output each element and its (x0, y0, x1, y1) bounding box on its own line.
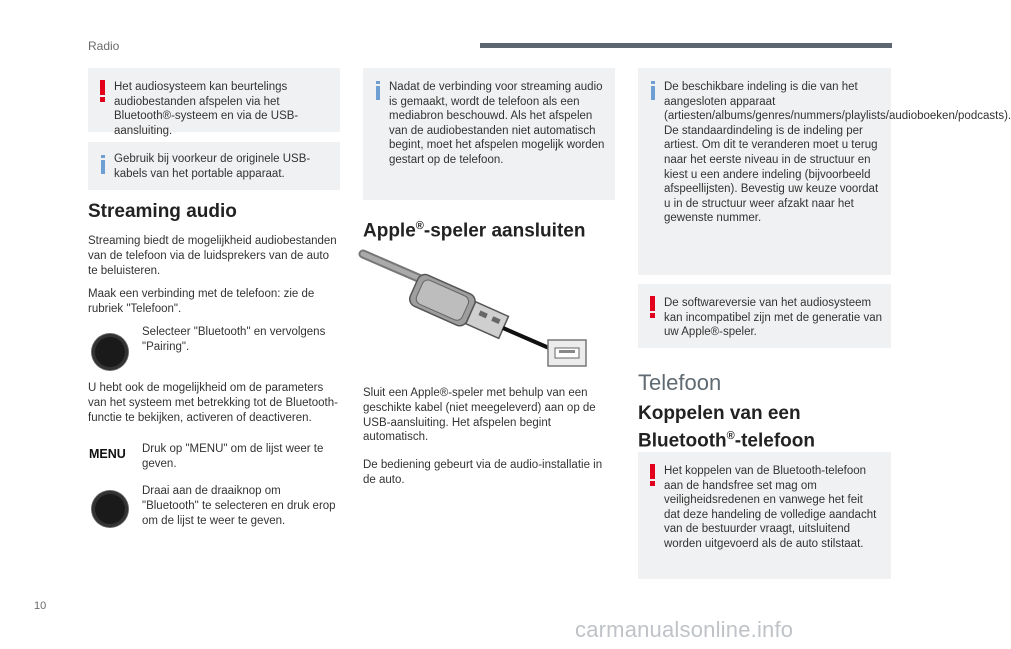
heading-streaming-audio: Streaming audio (88, 201, 237, 222)
warning-box-3 (638, 452, 891, 579)
dial-knob-icon (92, 334, 128, 370)
paragraph: Sluit een Apple®-speler met behulp van een geschikte kabel (niet meegeleverd) aan op de USB-aansluiting. Het afspelen begint automatisch. (363, 387, 596, 444)
info-icon (651, 81, 655, 100)
warning-box-2 (638, 284, 891, 348)
heading-sup: ® (415, 220, 424, 232)
heading-apple-speler (363, 220, 585, 242)
paragraph: Maak een verbinding met de telefoon: zie de rubriek "Telefoon". (88, 288, 315, 315)
menu-button-icon: MENU (89, 447, 126, 461)
info-box-3 (638, 68, 1011, 275)
heading-text: Apple (363, 220, 416, 242)
heading-koppelen (638, 403, 815, 452)
heading-text: Bluetooth (638, 430, 727, 452)
step-text: Druk op "MENU" om de lijst weer te geven. (142, 443, 324, 470)
heading-sup: ® (726, 430, 735, 442)
warning-icon (650, 464, 655, 486)
warning-icon (650, 296, 655, 318)
heading-text: -speler aansluiten (423, 220, 586, 242)
watermark: carmanualsonline.info (575, 617, 794, 642)
warning-text: Het audiosysteem kan beurtelings audiobestanden afspelen via het Bluetooth®-systeem en via de USB-aansluiting. (114, 81, 299, 137)
dial-knob-icon (92, 491, 128, 527)
warning-text: Het koppelen van de Bluetooth-telefoon aan de handsfree set mag om veiligheidsredenen en vanwege het feit dat deze handeling de volledige aandacht van de bestuurder vraagt, uitsluitend worden uitgevoerd als de auto stilstaat. (664, 465, 877, 550)
paragraph: De bediening gebeurt via de audio-installatie in de auto. (363, 459, 603, 486)
info-text: Gebruik bij voorkeur de originele USB-kabels van het portable apparaat. (114, 153, 311, 180)
section-title-telefoon: Telefoon (638, 370, 722, 395)
info-text: Nadat de verbinding voor streaming audio is gemaakt, wordt de telefoon als een mediabron beschouwd. Als het afspelen van de audiobestanden niet automatisch begint, moet het afspelen mogelijk worden gestart op de telefoon. (389, 81, 605, 166)
running-header: Radio (88, 39, 120, 53)
info-box-2 (363, 68, 615, 200)
info-icon (376, 81, 380, 100)
warning-icon (100, 80, 105, 102)
header-bar (480, 43, 892, 48)
paragraph: Streaming biedt de mogelijkheid audiobestanden van de telefoon via de luidsprekers van de auto te beluisteren. (88, 235, 337, 277)
info-text: De beschikbare indeling is die van het aangesloten apparaat (artiesten/albums/genres/nummers/playlists/audioboeken/podcasts). De standaardindeling is de indeling per artiest. Om dit te veranderen moet u terug naar het eerste niveau in de structuur en kiest u een andere indeling (bijvoorbeeld afspeellijsten). Bevestig uw keuze voordat u in de structuur weer afzakt naar het gewenste nummer. (664, 81, 1011, 225)
step-text: Draai aan de draaiknop om "Bluetooth" te selecteren en druk erop om de lijst te weer te geven. (142, 485, 336, 527)
step-text: Selecteer "Bluetooth" en vervolgens "Pairing". (142, 326, 326, 353)
warning-text: De softwareversie van het audiosysteem kan incompatibel zijn met de generatie van uw Apple®-speler. (664, 297, 882, 339)
usb-cable-illustration (363, 250, 593, 370)
info-box-1 (88, 142, 340, 190)
paragraph: U hebt ook de mogelijkheid om de parameters van het systeem met betrekking tot de Bluetooth-functie te bekijken, activeren of deactiveren. (88, 382, 338, 424)
warning-box-1 (88, 68, 340, 137)
heading-text: -telefoon (734, 430, 815, 452)
info-icon (101, 155, 105, 174)
heading-text: Koppelen van een (638, 403, 801, 424)
page-number: 10 (34, 600, 47, 612)
